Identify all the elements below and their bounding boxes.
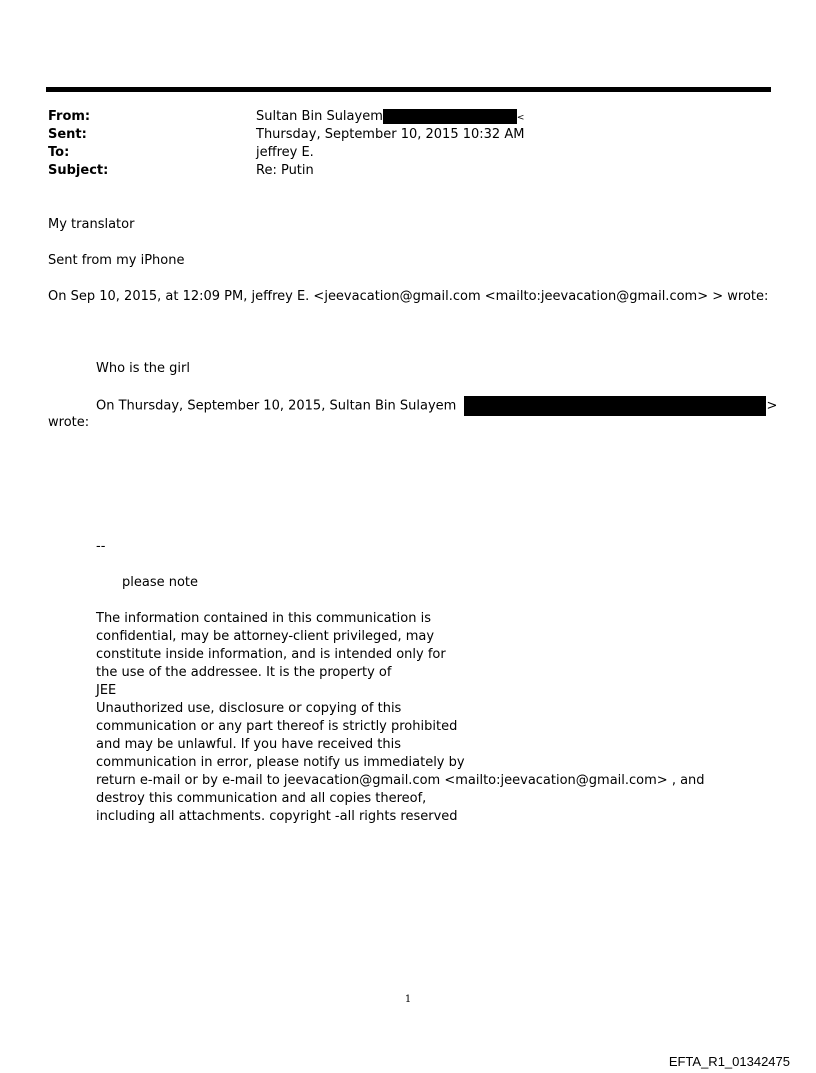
disclaimer-line: destroy this communication and all copies thereof,: [96, 791, 427, 806]
disclaimer-line: Unauthorized use, disclosure or copying of this: [96, 701, 402, 716]
redaction-block: [464, 396, 766, 416]
to-label: To:: [48, 145, 70, 160]
from-value: [256, 108, 524, 127]
to-value: jeffrey E.: [256, 145, 314, 160]
from-suffix: <: [516, 113, 525, 123]
header-divider-rule: [46, 87, 771, 92]
disclaimer-line: communication in error, please notify us immediately by: [96, 755, 465, 770]
disclaimer-line: return e-mail or by e-mail to jeevacation@gmail.com <mailto:jeevacation@gmail.com> , and: [96, 773, 705, 788]
disclaimer-line: The information contained in this communication is: [96, 611, 431, 626]
disclaimer-line: including all attachments. copyright -all rights reserved: [96, 809, 458, 824]
subject-value: Re: Putin: [256, 163, 314, 178]
disclaimer-line: JEE: [96, 683, 117, 698]
sent-label: Sent:: [48, 127, 87, 142]
disclaimer-line: constitute inside information, and is intended only for: [96, 647, 446, 662]
disclaimer-line: and may be unlawful. If you have received this: [96, 737, 402, 752]
body-line-signature: Sent from my iPhone: [48, 253, 185, 268]
quoted-attribution-suffix: >: [766, 398, 778, 414]
bates-number: EFTA_R1_01342475: [668, 1054, 790, 1069]
from-sender-name: Sultan Bin Sulayem: [256, 109, 383, 124]
quoted-attribution-text: On Thursday, September 10, 2015, Sultan Bin Sulayem: [96, 398, 457, 414]
disclaimer-line: communication or any part thereof is strictly prohibited: [96, 719, 458, 734]
quoted-line-attribution: [96, 396, 777, 416]
body-line-reply-header: On Sep 10, 2015, at 12:09 PM, jeffrey E. <jeevacation@gmail.com <mailto:jeevacation@gmail.com> > wrote:: [48, 289, 769, 304]
please-note-heading: please note: [122, 575, 199, 590]
quoted-line-wrote: wrote:: [48, 415, 90, 430]
sent-value: Thursday, September 10, 2015 10:32 AM: [256, 127, 525, 142]
disclaimer-line: confidential, may be attorney-client privileged, may: [96, 629, 435, 644]
from-label: From:: [48, 109, 91, 124]
confidentiality-disclaimer: [96, 610, 705, 826]
signature-separator: --: [96, 539, 106, 554]
body-line-translator: My translator: [48, 217, 135, 232]
redaction-block: [383, 109, 517, 124]
disclaimer-line: the use of the addressee. It is the property of: [96, 665, 392, 680]
page-number: 1: [404, 994, 412, 1005]
subject-label: Subject:: [48, 163, 109, 178]
quoted-line-question: Who is the girl: [96, 361, 190, 376]
